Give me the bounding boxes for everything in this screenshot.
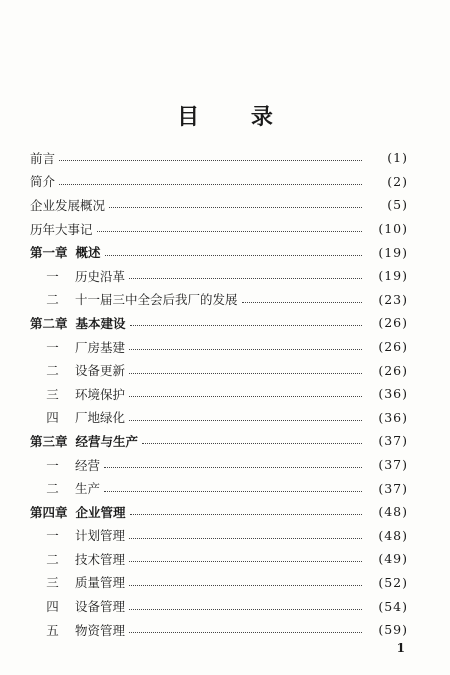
toc-page-number: (19): [378, 268, 408, 284]
toc-section[interactable]: [30, 406, 408, 430]
section-name: 经营: [75, 457, 101, 473]
dot-leader: [129, 420, 362, 421]
toc-page-number: (36): [378, 386, 408, 402]
toc-chapter[interactable]: [30, 429, 408, 453]
chapter-number: 第三章: [30, 433, 68, 449]
toc-page-number: (26): [378, 315, 408, 331]
table-of-contents: [30, 146, 408, 641]
dot-leader: [129, 609, 362, 610]
section-number: 三: [46, 575, 59, 591]
toc-section[interactable]: [30, 453, 408, 477]
toc-page-number: (49): [378, 551, 408, 567]
toc-section[interactable]: [30, 524, 408, 548]
toc-section[interactable]: [30, 476, 408, 500]
toc-section[interactable]: [30, 288, 408, 312]
toc-chapter[interactable]: [30, 240, 408, 264]
toc-chapter[interactable]: [30, 500, 408, 524]
toc-page-number: (1): [387, 150, 408, 166]
toc-page-number: (52): [378, 574, 408, 590]
section-name: 设备更新: [75, 363, 126, 379]
toc-section[interactable]: [30, 335, 408, 359]
section-name: 环境保护: [75, 386, 126, 402]
dot-leader: [242, 302, 362, 303]
toc-section[interactable]: [30, 264, 408, 288]
section-name: 厂房基建: [75, 339, 126, 355]
toc-entry-label: 历年大事记: [30, 221, 93, 237]
section-number: 四: [46, 410, 59, 426]
toc-page-number: (37): [378, 433, 408, 449]
toc-section[interactable]: [30, 382, 408, 406]
dot-leader: [105, 255, 362, 256]
section-number: 一: [46, 528, 59, 544]
toc-entry[interactable]: [30, 170, 408, 194]
toc-page-number: (26): [378, 339, 408, 355]
section-number: 一: [46, 268, 59, 284]
dot-leader: [129, 632, 362, 633]
dot-leader: [129, 278, 362, 279]
dot-leader: [142, 443, 362, 444]
dot-leader: [129, 538, 362, 539]
section-name: 质量管理: [75, 575, 126, 591]
toc-page-number: (48): [378, 504, 408, 520]
toc-entry-label: 企业发展概况: [30, 197, 106, 213]
toc-entry[interactable]: [30, 217, 408, 241]
toc-page-number: (26): [378, 362, 408, 378]
toc-page-number: (37): [378, 480, 408, 496]
section-name: 厂地绿化: [75, 410, 126, 426]
section-name: 物资管理: [75, 622, 126, 638]
dot-leader: [130, 514, 362, 515]
toc-page-number: (19): [378, 244, 408, 260]
section-number: 一: [46, 457, 59, 473]
section-number: 二: [46, 481, 59, 497]
dot-leader: [130, 325, 362, 326]
toc-entry[interactable]: [30, 146, 408, 170]
dot-leader: [129, 349, 362, 350]
section-name: 设备管理: [75, 599, 126, 615]
section-number: 五: [46, 622, 59, 638]
chapter-number: 第四章: [30, 504, 68, 520]
page-title: 目 录: [177, 104, 295, 130]
section-name: 历史沿革: [75, 268, 126, 284]
toc-page-number: (54): [378, 598, 408, 614]
toc-page-number: (23): [378, 291, 408, 307]
toc-section[interactable]: [30, 618, 408, 642]
toc-entry-label: 简介: [30, 174, 56, 190]
toc-page-number: (59): [378, 622, 408, 638]
dot-leader: [129, 585, 362, 586]
toc-page-number: (48): [378, 527, 408, 543]
dot-leader: [104, 491, 362, 492]
page-number: 1: [396, 641, 405, 655]
chapter-number: 第二章: [30, 315, 68, 331]
section-name: 计划管理: [75, 528, 126, 544]
toc-entry-label: 前言: [30, 150, 56, 166]
toc-page-number: (10): [378, 221, 408, 237]
section-number: 四: [46, 599, 59, 615]
dot-leader: [129, 396, 362, 397]
section-number: 二: [46, 292, 59, 308]
toc-page-number: (5): [387, 197, 408, 213]
chapter-name: 企业管理: [75, 504, 126, 520]
toc-page-number: (37): [378, 457, 408, 473]
section-name: 生产: [75, 481, 101, 497]
dot-leader: [97, 231, 362, 232]
toc-section[interactable]: [30, 547, 408, 571]
section-name: 十一届三中全会后我厂的发展: [75, 292, 238, 308]
section-number: 三: [46, 386, 59, 402]
chapter-name: 概述: [75, 245, 101, 261]
dot-leader: [104, 467, 362, 468]
dot-leader: [59, 160, 362, 161]
toc-page-number: (2): [387, 173, 408, 189]
toc-section[interactable]: [30, 571, 408, 595]
chapter-name: 经营与生产: [75, 433, 139, 449]
toc-section[interactable]: [30, 358, 408, 382]
chapter-name: 基本建设: [75, 315, 126, 331]
dot-leader: [59, 184, 362, 185]
toc-page-number: (36): [378, 409, 408, 425]
section-number: 二: [46, 363, 59, 379]
toc-section[interactable]: [30, 594, 408, 618]
chapter-number: 第一章: [30, 245, 68, 261]
dot-leader: [129, 373, 362, 374]
section-name: 技术管理: [75, 551, 126, 567]
toc-chapter[interactable]: [30, 311, 408, 335]
dot-leader: [109, 207, 362, 208]
section-number: 一: [46, 339, 59, 355]
dot-leader: [129, 561, 362, 562]
toc-entry[interactable]: [30, 193, 408, 217]
section-number: 二: [46, 551, 59, 567]
